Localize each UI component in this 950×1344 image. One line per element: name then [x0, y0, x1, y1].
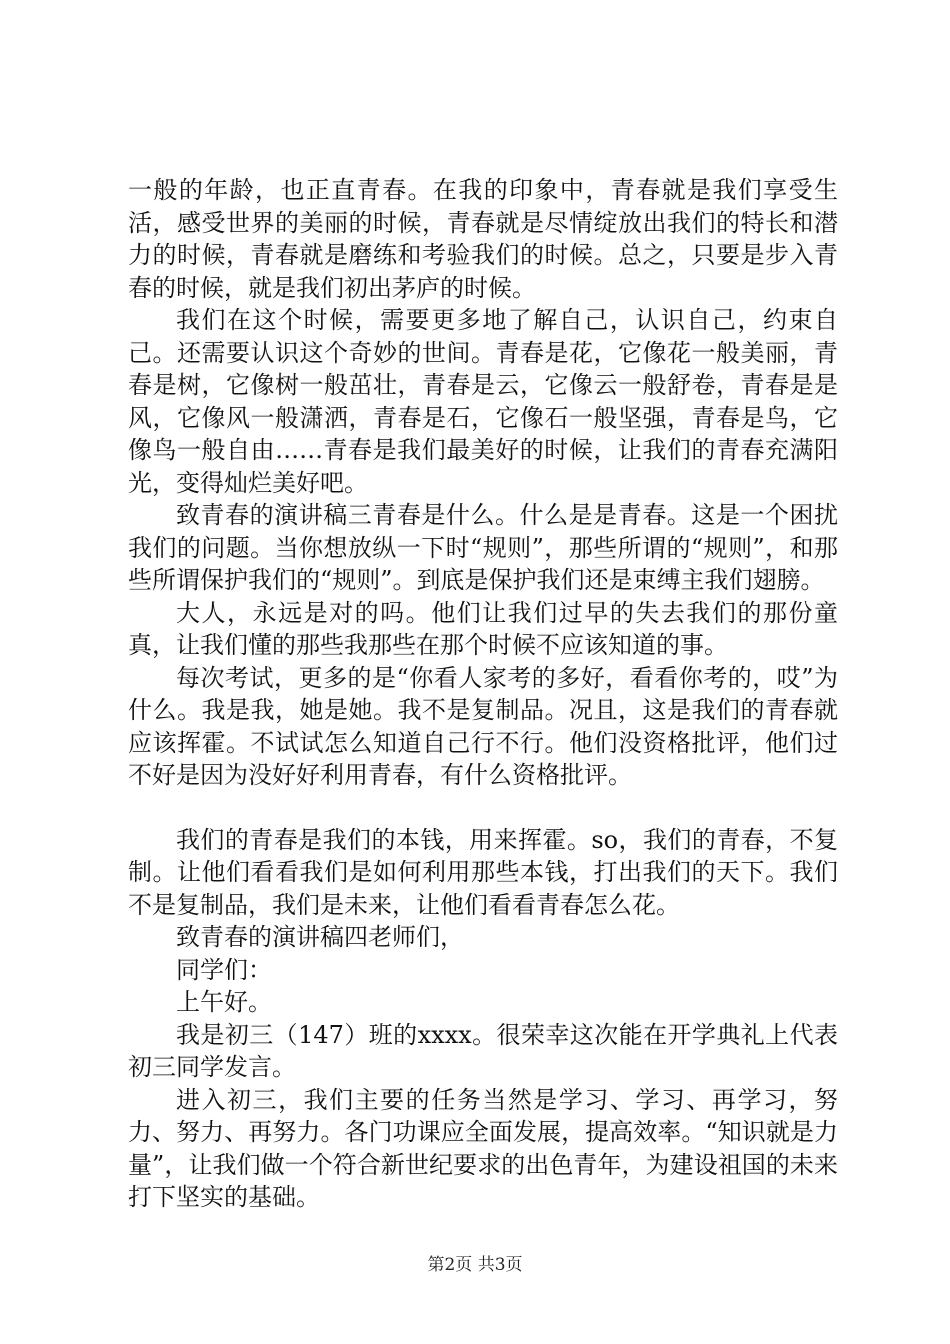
paragraph-1: 一般的年龄，也正直青春。在我的印象中，青春就是我们享受生活，感受世界的美丽的时候，青春就是尽情绽放出我们的特长和潜力的时候，青春就是磨练和考验我们的时候。总之，只要是步入青春的时候，就是我们初出茅庐的时候。	[128, 176, 838, 302]
paragraph-gap	[128, 792, 838, 824]
paragraph-4: 大人，永远是对的吗。他们让我们过早的失去我们的那份童真，让我们懂的那些我那些在那个时候不应该知道的事。	[128, 598, 838, 659]
paragraph-2: 我们在这个时候，需要更多地了解自己，认识自己，约束自己。还需要认识这个奇妙的世间。青春是花，它像花一般美丽，青春是树，它像树一般茁壮，青春是云，它像云一般舒卷，青春是是风，它像风一般潇洒，青春是石，它像石一般坚强，青春是鸟，它像鸟一般自由……青春是我们最美好的时候，让我们的青春充满阳光，变得灿烂美好吧。	[128, 306, 838, 497]
paragraph-10: 我是初三（147）班的xxxx。很荣幸这次能在开学典礼上代表初三同学发言。	[128, 1020, 838, 1081]
paragraph-3: 致青春的演讲稿三青春是什么。什么是是青春。这是一个困扰我们的问题。当你想放纵一下时“规则”，那些所谓的“规则”，和那些所谓保护我们的“规则”。到底是保护我们还是束缚主我们翅膀。	[128, 501, 838, 594]
paragraph-5: 每次考试，更多的是“你看人家考的多好，看看你考的，哎”为什么。我是我，她是她。我不是复制品。况且，这是我们的青春就应该挥霍。不试试怎么知道自己行不行。他们没资格批评，他们过不好是因为没好好利用青春，有什么资格批评。	[128, 663, 838, 789]
page-footer: 第2页 共3页	[427, 1255, 523, 1275]
document-body	[128, 174, 838, 1214]
paragraph-9: 上午好。	[176, 988, 272, 1016]
paragraph-11: 进入初三，我们主要的任务当然是学习、学习、再学习，努力、努力、再努力。各门功课应全面发展，提高效率。“知识就是力量”，让我们做一个符合新世纪要求的出色青年，为建设祖国的未来打下坚实的基础。	[128, 1085, 838, 1211]
paragraph-6: 我们的青春是我们的本钱，用来挥霍。so，我们的青春，不复制。让他们看看我们是如何利用那些本钱，打出我们的天下。我们不是复制品，我们是未来，让他们看看青春怎么花。	[128, 825, 838, 919]
paragraph-7: 致青春的演讲稿四老师们，	[176, 923, 464, 951]
paragraph-8: 同学们：	[176, 955, 272, 984]
